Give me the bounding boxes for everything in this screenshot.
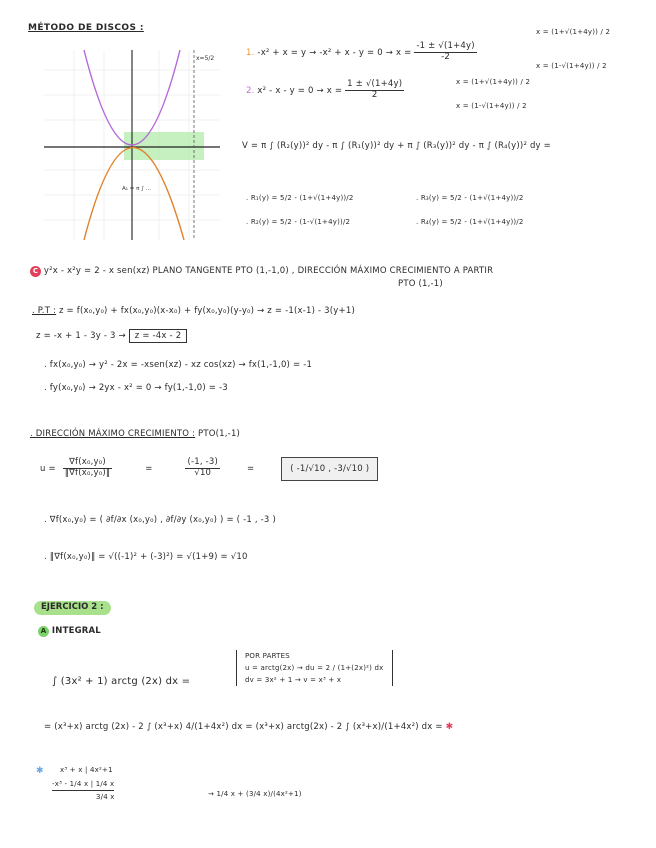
- graph-label-area: A₁ = π ∫ ...: [122, 186, 151, 192]
- radius-r2: . R₂(y) = 5/2 - (1-√(1+4y))/2: [246, 218, 351, 226]
- radius-r4: . R₄(y) = 5/2 - (1+√(1+4y))/2: [416, 218, 524, 226]
- radius-r1: . R₁(y) = 5/2 - (1+√(1+4y))/2: [246, 194, 354, 202]
- exercise-2-badge: A: [38, 626, 49, 637]
- by-parts-title: POR PARTES: [245, 652, 290, 660]
- equation-2: 2. x² - x - y = 0 → x = $\frac{1 \pm √(1+4y)}{2}$: [246, 79, 403, 100]
- integral-step-2: = (x³+x) arctg (2x) - 2 ∫ (x³+x) 4/(1+4x²) dx = (x³+x) arctg(2x) - 2 ∫ (x³+x)/(1+4x²) dx = ✱: [44, 722, 454, 732]
- by-parts-dv: dv = 3x² + 1 → v = x³ + x: [245, 676, 342, 685]
- integral-heading: A INTEGRAL: [38, 626, 101, 637]
- gradient-line: . ∇f(x₀,y₀) = ( ∂f/∂x (x₀,y₀) , ∂f/∂y (x₀,y₀) ) = ( -1 , -3 ): [44, 515, 276, 525]
- eq1-root-2: x = (1-√(1+4y)) / 2: [536, 62, 607, 70]
- eq1-root-1: x = (1+√(1+4y)) / 2: [536, 28, 611, 36]
- division-remainder: 3/4 x: [96, 793, 115, 802]
- exercise-2-pill: EJERCICIO 2 :: [34, 601, 111, 615]
- equation-1: 1. -x² + x = y → -x² + x - y = 0 → x = $\frac{-1 \pm √(1+4y)}{-2}$: [246, 41, 475, 62]
- section-title-discos: MÉTODO DE DISCOS :: [28, 23, 144, 33]
- section-c-statement-2: PTO (1,-1): [398, 279, 443, 289]
- division-mid: -x³ - 1/4 x | 1/4 x: [52, 780, 114, 791]
- eq2-root-2: x = (1-√(1+4y)) / 2: [456, 102, 527, 110]
- eq2-root-1: x = (1+√(1+4y)) / 2: [456, 78, 531, 86]
- division-top: x³ + x | 4x²+1: [60, 766, 113, 775]
- fy-line: . fy(x₀,y₀) → 2yx - x² = 0 → fy(1,-1,0) = -3: [44, 383, 228, 393]
- discs-graph: [44, 50, 220, 240]
- unit-vector-result: ( -1/√10 , -3/√10 ): [281, 457, 378, 481]
- section-c-badge: C: [30, 266, 41, 277]
- fx-line: . fx(x₀,y₀) → y² - 2x = -xsen(xz) - xz cos(xz) → fx(1,-1,0) = -1: [44, 360, 313, 370]
- section-c-statement: C y²x - x²y = 2 - x sen(xz) PLANO TANGENTE PTO (1,-1,0) , DIRECCIÓN MÁXIMO CRECIMIENTO A PARTIR: [30, 266, 493, 277]
- unit-vector-formula: u = $\frac{\text{∇f(x₀,y₀)}}{\text{‖∇f(x₀,y₀)‖}}$ = $\frac{(-1, -3)}{√10}$ = ( -1/√10 , -3/√10 ): [40, 458, 378, 479]
- radius-r3: . R₃(y) = 5/2 - (1+√(1+4y))/2: [416, 194, 524, 202]
- z-simplify-line: z = -x + 1 - 3y - 3 → z = -4x - 2: [36, 332, 187, 342]
- norm-line: . ‖∇f(x₀,y₀)‖ = √((-1)² + (-3)²) = √(1+9) = √10: [44, 552, 248, 562]
- integral-statement: ∫ (3x² + 1) arctg (2x) dx =: [52, 676, 191, 687]
- poly-division: [36, 766, 115, 801]
- star-marker-blue-icon: ✱: [36, 766, 44, 776]
- by-parts-u: u = arctg(2x) → du = 2 / (1+(2x)²) dx: [245, 664, 384, 673]
- graph-label-line: x=5/2: [196, 55, 215, 62]
- volume-formula: V = π ∫ (R₂(y))² dy - π ∫ (R₁(y))² dy + π ∫ (R₃(y))² dy - π ∫ (R₄(y))² dy =: [242, 141, 552, 151]
- tangent-plane-line: . P.T : z = f(x₀,y₀) + fx(x₀,y₀)(x-x₀) + fy(x₀,y₀)(y-y₀) → z = -1(x-1) - 3(y+1): [32, 306, 355, 316]
- division-result: → 1/4 x + (3/4 x)/(4x²+1): [208, 790, 302, 798]
- star-marker-icon: ✱: [445, 722, 454, 732]
- by-parts-box: [236, 650, 393, 686]
- z-result-box: z = -4x - 2: [129, 329, 188, 343]
- direction-title: . DIRECCIÓN MÁXIMO CRECIMIENTO : PTO(1,-1): [30, 429, 241, 439]
